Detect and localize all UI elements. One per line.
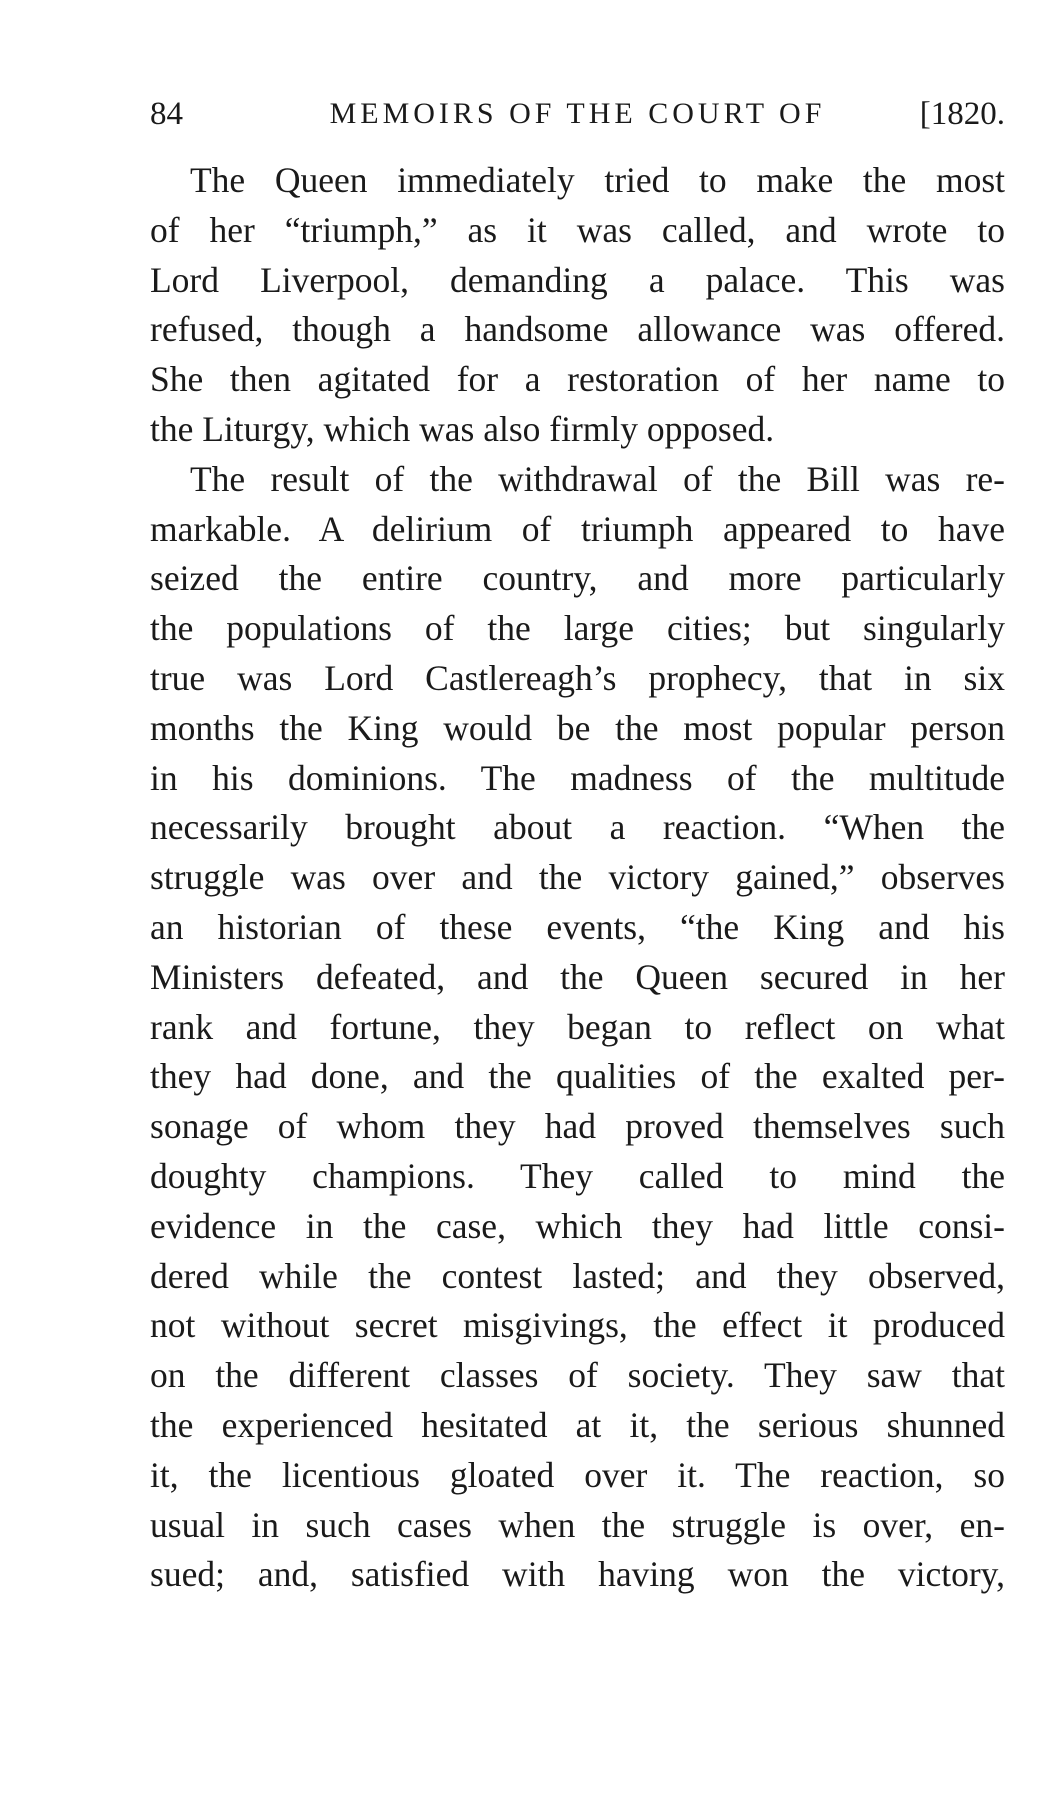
paragraph <box>150 455 1005 1600</box>
header-year: [1820. <box>919 96 1005 132</box>
text-line: in his dominions. The madness of the multitude <box>150 757 1005 798</box>
paragraph <box>150 156 1005 455</box>
text-line: they had done, and the qualities of the exalted per- <box>150 1056 1005 1097</box>
text-line: an historian of these events, “the King and his <box>150 906 1005 947</box>
text-line: The Queen immediately tried to make the most <box>190 160 1005 200</box>
text-line: She then agitated for a restoration of her name to <box>150 359 1005 400</box>
text-line: struggle was over and the victory gained,” observes <box>150 857 1005 898</box>
text-line: the populations of the large cities; but singularly <box>150 608 1005 649</box>
text-line: Ministers defeated, and the Queen secured in her <box>150 956 1005 997</box>
text-line: seized the entire country, and more particularly <box>150 558 1005 599</box>
text-line: The result of the withdrawal of the Bill was re- <box>190 458 1005 499</box>
text-line: doughty champions. They called to mind the <box>150 1155 1005 1196</box>
text-line: of her “triumph,” as it was called, and wrote to <box>150 209 1005 250</box>
text-line: the experienced hesitated at it, the serious shunned <box>150 1404 1005 1445</box>
text-line: dered while the contest lasted; and they observed, <box>150 1255 1005 1296</box>
page-number: 84 <box>150 96 183 132</box>
text-line: sonage of whom they had proved themselves such <box>150 1106 1005 1147</box>
running-title: MEMOIRS OF THE COURT OF <box>329 97 826 130</box>
text-line: months the King would be the most popular person <box>150 707 1005 748</box>
text-line: evidence in the case, which they had little consi- <box>150 1205 1005 1246</box>
text-line: Lord Liverpool, demanding a palace. This was <box>150 259 1005 300</box>
text-line: usual in such cases when the struggle is over, en- <box>150 1504 1005 1545</box>
text-line: sued; and, satisfied with having won the victory, <box>150 1554 1005 1595</box>
text-line: markable. A delirium of triumph appeared to have <box>150 508 1005 549</box>
body-text <box>150 156 1005 1600</box>
text-line: the Liturgy, which was also firmly opposed. <box>150 408 775 449</box>
text-line: rank and fortune, they began to reflect on what <box>150 1006 1005 1047</box>
text-line: true was Lord Castlereagh’s prophecy, that in six <box>150 657 1005 698</box>
text-line: not without secret misgivings, the effect it produced <box>150 1305 1005 1346</box>
text-line: on the different classes of society. They saw that <box>150 1355 1005 1396</box>
text-line: refused, though a handsome allowance was offered. <box>150 309 1005 350</box>
text-line: it, the licentious gloated over it. The reaction, so <box>150 1454 1005 1495</box>
text-line: necessarily brought about a reaction. “When the <box>150 807 1005 848</box>
running-head <box>150 86 1005 142</box>
